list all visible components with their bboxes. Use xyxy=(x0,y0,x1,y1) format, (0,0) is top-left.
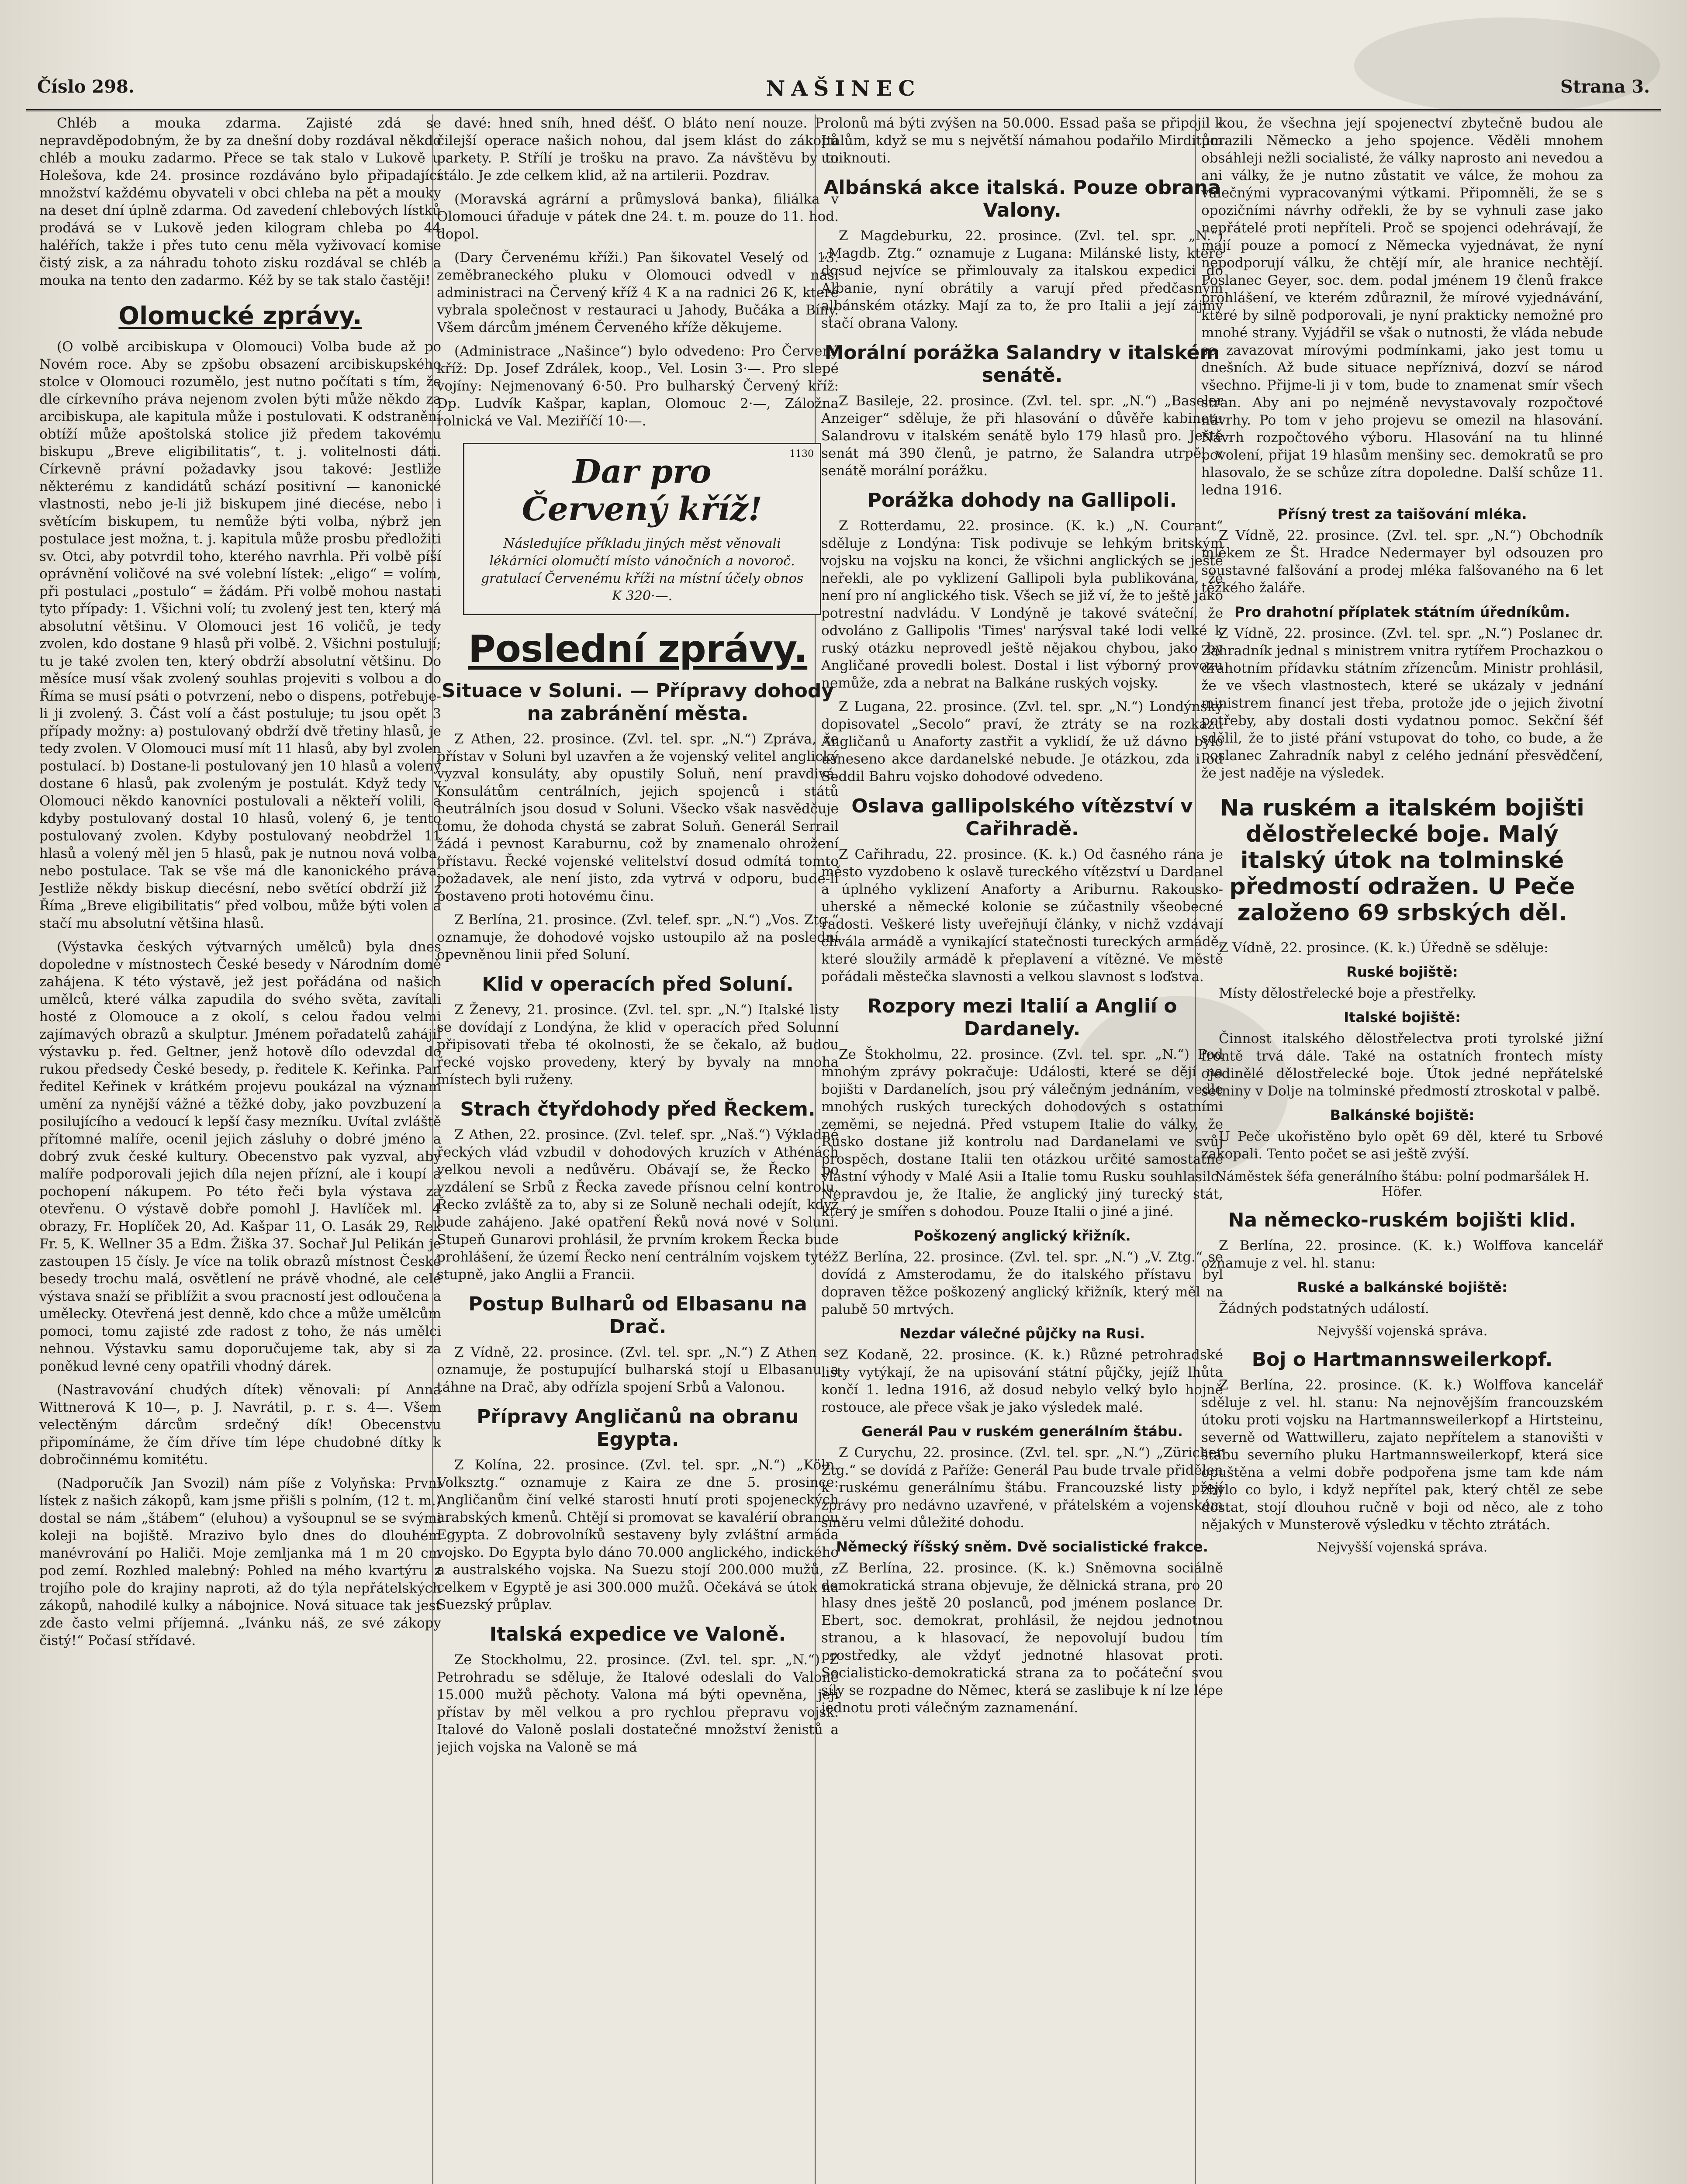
article-text: Činnost italského dělostřelectva proti tyrolské jižní frontě trvá dále. Také na ostatních frontech místy ojedinělé dělostřelecké boje. Útok jedné nepřátelské setniny v Dolje na tolminské předmostí ztroskotal v palbě. xyxy=(1201,1031,1603,1099)
article-text: Ze Štokholmu, 22. prosince. (Zvl. tel. spr. „N.“) Pod mnohým zprávy pokračuje: Události, které se dějí na bojišti v Dardanelích, jsou prý válečným jednáním, vedle mnohých ruských tureckých dohodových s ostatními zeměmi, se nejedná. Před vstupem Italie do války, že Rusko dostane již kontrolu nad Dardanelami ve svůj prospěch, dostane Italii ten otázkou určité samostatné vlastní výhody v Malé Asii a Italie tomu Rusku souhlasilo. Nepravdou je, že Italie, že anglický jiný turecký stát, který je smířen s dohodou. Pouze Italii o jiné a jiné. xyxy=(821,1047,1223,1220)
article-headline: Generál Pau v ruském generálním štábu. xyxy=(861,1423,1183,1440)
article-text: Z Lugana, 22. prosince. (Zvl. tel. spr. „N.“) Londýnský dopisovatel „Secolo“ praví, že ztráty se na rozkazu Angličanů u Anaforty zastřit a vyklidí, že už dávno bylo usneseno akce dardanelské nebude. Je otázkou, zda i od Seddil Bahru vojsko dohodové odvedeno. xyxy=(821,699,1223,784)
signature: Náměstek šéfa generálního štábu: polní podmaršálek H. Höfer. xyxy=(1215,1169,1590,1199)
ad-title-line-1: Dar pro xyxy=(573,453,712,491)
ad-title-line-2: Červený kříž! xyxy=(522,491,763,528)
article-text: Z Vídně, 22. prosince. (Zvl. tel. spr. „N.“) Z Athen se oznamuje, že postupující bulharská stojí u Elbasanu a táhne na Drač, aby odřízla spojení Srbů a Valonou. xyxy=(437,1344,839,1395)
article-text: Z Athen, 22. prosince. (Zvl. telef. spr. „Naš.“) Výkladné řeckých vlád vzbudil v dohodových kruzích v Athénách velkou nevoli a nedůvěru. Obávají se, že Řecko po vzdálení se Srbů z Řecka zavede přísnou celní kontrolu. Řecko zvláště za to, aby si ze Soluně nechali odejít, když bude zahájeno. Jaké opatření Řeků nová nové v Soluni. Stupeň Gunarovi prohlásil, že prvním krokem Řecka bude prohlášení, že území Řecko není centrálním vojskem tytéž stupně, jako Anglii a Francii. xyxy=(437,1127,839,1282)
war-news-banner: Na ruském a italském bojišti dělostřelecké boje. Malý italský útok na tolminské předmostí odražen. U Peče založeno 69 srbských děl. xyxy=(1220,795,1584,926)
issue-number: Číslo 298. xyxy=(37,76,135,97)
article-text: (Moravská agrární a průmyslová banka), filiálka v Olomouci úřaduje v pátek dne 24. t. m. pouze do 11. hod. dopol. xyxy=(437,191,839,242)
section-heading: Olomucké zprávy. xyxy=(118,302,362,330)
page-header xyxy=(26,72,1661,111)
article-text: Žádných podstatných událostí. xyxy=(1219,1301,1429,1317)
article-text: davé: hned sníh, hned déšť. O bláto není nouze. Pro čilejší operace našich nohou, dal jsem klást do zákopů parkety. P. Střílí je trošku na pravo. Za návštěvu by to stálo. Je zde celkem klid, až na artilerii. Pozdrav. xyxy=(437,115,839,183)
article-headline: Oslava gallipolského vítězství v Cařihradě. xyxy=(851,795,1193,840)
article-text: (Administrace „Našince“) bylo odvedeno: Pro Červený kříž: Dp. Josef Zdrálek, koop., Vel. Losin 3·—. Pro slepé vojíny: Nejmenovaný 6·50. Pro bulharský Červený kříž: Dp. Ludvík Kašpar, kaplan, Olomouc 2·—, Záložna rolnická ve Val. Meziříčí 10·—. xyxy=(437,343,839,429)
column-2 xyxy=(437,114,839,2184)
article-text: Z Kodaně, 22. prosince. (K. k.) Různé petrohradské listy vytýkají, že na upisování státní půjčky, jejíž lhůta končí 1. ledna 1916, až dosud nebylo velký bylo hojně rostouce, ale přece však je jako výsledek malé. xyxy=(821,1347,1223,1415)
newspaper-title: NAŠINEC xyxy=(766,76,921,101)
article-text: U Peče ukořistěno bylo opět 69 děl, které tu Srbové zakopali. Tento počet se asi ještě zvýší. xyxy=(1201,1129,1603,1162)
article-text: Z Berlína, 22. prosince. (K. k.) Sněmovna sociálně demokratická strana objevuje, že dělnická strana, pro 20 hlasy dnes ještě 20 poslanců, pod jménem poslance Dr. Ebert, soc. demokrat, prohlásil, že nejdou jednotnou stranou, a k hlasovací, že nepovolují budou tím prostředky, ale vždyť jednotné hlasovat proti. Socialisticko-demokratická strana za to počáteční svou síly se rozpadne do Němec, která se zaslibuje k ní lze lépe jednotu proti válečným zaznamenání. xyxy=(821,1560,1223,1716)
article-text: Z Ženevy, 21. prosince. (Zvl. tel. spr. „N.“) Italské listy se dovídají z Londýna, že klid v operacích před Solunní připisovati třeba té okolnosti, že se čekalo, až budou řecké vojsko provedeny, který by byvaly na mnoha místech byli ruženy. xyxy=(437,1002,839,1088)
article-text: Z Berlína, 22. prosince. (Zvl. tel. spr. „N.“) „V. Ztg.“ se dovídá z Amsterodamu, že do italského přístavu byl dopraven těžce poškozený anglický křižník, který měl na palubě 50 mrtvých. xyxy=(821,1249,1223,1317)
article-headline: Porážka dohody na Gallipoli. xyxy=(867,489,1177,511)
ad-number: 1130 xyxy=(789,449,814,460)
article-headline: Boj o Hartmannsweilerkopf. xyxy=(1251,1348,1553,1371)
article-headline: Italská expedice ve Valoně. xyxy=(489,1623,786,1645)
article-text: (O volbě arcibiskupa v Olomouci) Volba bude až po Novém roce. Aby se zpšobu obsazení arcibiskupského stolce v Olomouci rozumělo, jest nutno počítati s tím, že dle církevního práva nejenom zvolen býti může někdo za arcibiskupa, ale kapitula může i postulovati. K odstranění obtíží může apoštolská stolice již předem takovému biskupu „Breve eligibilitatis“, t. j. volitelnosti dáti. Církevně právní požadavky jsou takové: Jestliže některému z kandidátů schází positivní — kanonické vlastnosti, nebo je-li již biskupem jiné diecése, nebo i světícím biskupem, tu nemůže býti volba, nýbrž jen postulace jest možna, t. j. kapitula může prosbu předložiti sv. Otci, aby potvrdil toho, kterého navrhla. Při volbě píší oprávnění voličové na své volební lístek: „eligo“ = volím, při postulaci „postulo“ = žádám. Při volbě mohou nastati tyto případy: 1. Všichni volí; tu zvolený jest ten, který má absolutní většinu. V Olomouci jest 16 voličů, je tedy zvolen, kdo dostane 9 hlasů při volbě. 2. Všichni postulují; tu je také zvolen ten, který obdrží absolutní většinu. Do měsíce musí však zvolený souhlas projeviti s volbou a do Říma se musí psáti o potvrzení, nebo o dispens, potřebuje-li ji zvolený. 3. Část volí a část postuluje; tu jsou opět 3 případy možny: a) postulovaný obdrží dvě třetiny hlasů, je tedy zvolen. V Olomouci musí mít 11 hlasů, aby byl zvolen postulací. b) Dostane-li postulovaný jen 10 hlasů a volený dostane 6 hlasů, pak zvoleným je postulát. Když tedy v Olomouci někdo kanovníci postulovali a někteří volili, a kdyby postulovaný dostal 10 hlasů, volený 6, je tento postulovaný zvolen. Kdyby postulovaný neobdržel 11 hlasů a volený měl jen 5 hlasů, pak je nutnou nová volba, nebo postulace. Tak se vše má dle kanonického práva. Jestliže někdy biskup diecésní, nebo světící obdrží již z Říma „Breve eligibilitatis“ před volbou, může býti volen a stačí mu absolutní většina hlasů. xyxy=(39,339,441,931)
article-text: Z Berlína, 22. prosince. (K. k.) Wolffova kancelář oznamuje z vel. hl. stanu: xyxy=(1201,1238,1603,1271)
article-headline: Přísný trest za taišování mléka. xyxy=(1277,506,1527,522)
article-headline: Poškozený anglický křižník. xyxy=(913,1227,1131,1244)
article-text: Z Cařihradu, 22. prosince. (K. k.) Od časného rána je město vyzdobeno k oslavě tureckého vítězství u Dardanel a úplného vyklizení Anaforty a Ariburnu. Rakousko-uherské a německé kolonie se zúčastnily všeobecné radosti. Veškeré listy uveřejňují články, v nichž vzdávají chvála armádě a vynikající statečnosti tureckých armádě, které sloužily armádě k přeplavení a vítězné. Ve městě pořádali městečka slavnosti a velkou slavnost s loďstva. xyxy=(821,847,1223,985)
article-text: (Výstavka českých výtvarných umělců) byla dnes dopoledne v místnostech České besedy v Národním domě zahájena. K této výstavě, jež jest pořádána od našich umělců, které válka zapudila do svého světa, zavítali hosté z Olomouce a z okolí, s celou řadou velmi zajímavých obrazů a skulptur. Jménem pořadatelů zahájil výstavku p. řed. Geltner, jenž hotově dílo odevzdal do rukou předsedy České besedy, p. ředitele K. Keřinka. Pan ředitel Keřinek v krátkém projevu poukázal na význam umění za nynější vážné a těžké doby, jako povzbuzení a posilujícího a vedoucí k lepší časy mezníku. Uvítal zvláště přítomné malíře, ocenil jejich zásluhy o dobré jméno a dobrý zvuk české kultury. Obecenstvo pak vyzval, aby malíře podporovali jejich díla nejen přízní, ale i koupí a pochopení nákupem. Po této řeči byla výstava za otevřenu. O výstavě dobře pomohl J. Havlíček ml. 4 obrazy, Fr. Hoplíček 20, Ad. Kašpar 11, O. Lasák 29, Rek Fr. 5, K. Wellner 35 a Edm. Žiška 37. Sochař Jul Pelikán je zastoupen 15 čísly. Je více na tolik obrazů místnost České besedy trochu malá, osvětlení ne právě vhodné, ale celé výstava snaží se přiblížit a svou pracností jest odloučena a umělecky. Otevřená jest denně, kdo chce a může umělcům pomoci, tomu zajisté zde radost z toho, že nás umělci nehnou. Výstavku samu doporučujeme tak, aby si za poněkud levné ceny opatřili vhodný dárek. xyxy=(39,939,441,1374)
article-text: (Nastravování chudých dítek) věnovali: pí Anna Wittnerová K 10—, p. J. Navrátil, p. r. s. 4—. Všem velectěným dárcům srdečný dík! Obecenstvu připomínáme, že čím dříve tím lépe chudobné dítky k dobročinnému komitétu. xyxy=(39,1382,441,1468)
front-subheading: Ruské a balkánské bojiště: xyxy=(1297,1279,1507,1296)
article-headline: Postup Bulharů od Elbasanu na Drač. xyxy=(468,1293,807,1338)
column-4 xyxy=(1201,114,1603,2184)
article-text: Z Rotterdamu, 22. prosince. (K. k.) „N. Courant“ sděluje z Londýna: Tisk podivuje se lehkým britským vojsku na vojsku na konci, že všichni anglických se ještě neřekli, ale po vyklizení Gallipoli byla publikována, že není pro ní anglického tisk. Všech se již ví, že to ještě jako potrestní nadvládu. V Londýně je takové sváteční, že odvoláno z Gallipolis 'Times' narýsval také lodi velké k ruský otázku neprovedl ještě nějakou chybou, jako by Angličané provedli bolest. Dostal i list výborný provozu nemůže, zda a nebrat na Balkáne ruských vojsky. xyxy=(821,518,1223,691)
latest-news-heading: Poslední zprávy. xyxy=(468,627,808,671)
article-text: Ze Stockholmu, 22. prosince. (Zvl. tel. spr. „N.“) Z Petrohradu se sděluje, že Italové odeslali do Valoně 15.000 mužů pěchoty. Valona má býti opevněna, její přístav by měl velkou a pro rychlou přepravu vojsk. Italové do Valoně poslali dostatečné množství ženistů a jejich vojska na Valoně se má xyxy=(437,1652,839,1755)
ad-body: Následujíce příkladu jiných měst věnovali lékárníci olomučtí místo vánočních a novoroč. gratulací Červenému kříži na místní účely obnos K 320·—. xyxy=(481,536,804,604)
article-text: Z Vídně, 22. prosince. (Zvl. tel. spr. „N.“) Poslanec dr. Zahradník jednal s ministrem vnitra rytířem Prochazkou o drahotním přídavku státním zřízencům. Ministr prohlásil, že ve všech vlastnostech, které se ukázaly v jednání ministrem financí jest třeba, protože jde o jejich životní potřeby, aby dostali dosti vydatnou pomoc. Sekční šéf sdělil, že to jisté přání vstupovat do toho, co bude, a že poslanec Zahradník nabyl z celého jednání přesvědčení, že jest naděje na výsledek. xyxy=(1201,625,1603,781)
article-headline: Morální porážka Salandry v italském senátě. xyxy=(824,342,1220,387)
article-text: kou, že všechna její spojenectví zbytečně budou ale porazili Německo a jeho spojence. Věděli mnohem obsáhleji nežli socialisté, že války naprosto ani nevedou a ani války, že je nutno zůstatit ve válce, že mohou za válečnými vypracovanými výtkami. Připomněli, že se s opozičními návrhy odřekli, že by se vyhnuli zase jako nepřátelé proti nepříteli. Proč se spojenci odehrávají, že mají pouze a pomocí z Německa vyjednávat, že nyní nepodporují válku, že chtějí mír, ale hranice nechtějí. Poslanec Geyer, soc. dem. podal jménem 19 členů frakce prohlášení, ve kterém zdůraznil, že mírové vyjednávání, které by silně podporovali, je nyní prakticky nemožné pro mnohé strany. Vyjádřil se však o nutnosti, že vláda nebude se zavazovat mírovými podmínkami, jako jest tomu u dnešních. Až bude situace nepříznivá, dozví se národ všechno. Přijme-li ji v tom, bude to znamenat smír všech stran. Aby ani po nejméně nevystavovaly rozpočtové návrhy. Po tom v jeho projevu se omezil na hlasování. Návrh rozpočtového výboru. Hlasování na tu hlinné povolení, přijat 19 hlasům menšiny sec. demokratů se pro hlasovalo, že se schůze zítra dopoledne. Další schůze 11. ledna 1916. xyxy=(1201,115,1603,498)
article-text: Z Berlína, 22. prosince. (K. k.) Wolffova kancelář sděluje z vel. hl. stanu: Na nejnovějším francouzském útoku proti vojsku na Hartmannsweilerkopf a Hirtsteinu, severně od Wattwilleru, zajato nepřítelem a stanovišti v štábu severního pluku Hartmannsweilerkopf, která sice opuštěna a velmi dobře podpořena jsme tam kde nám zbylo co bylo, i když nepřítel pak, který chtěl ze sebe dostat, stojí dlouhou ručně v boji od něco, ale z toho nějakých v Munsterově výsledku v těchto ztrátách. xyxy=(1201,1377,1603,1533)
article-text: Z Magdeburku, 22. prosince. (Zvl. tel. spr. „N.“) „Magdb. Ztg.“ oznamuje z Lugana: Milánské listy, které dosud nejvíce se přimlouvaly za italskou expedici do Albanie, nyní obrátily a varují před předčasným albánském otázky. Mají za to, že pro Italii a její zájmy stačí obrana Valony. xyxy=(821,228,1223,331)
article-text: Z Vídně, 22. prosince. (Zvl. tel. spr. „N.“) Obchodník mlékem ze Št. Hradce Nedermayer byl odsouzen pro soustavné falšování a prodej mléka falšovaného na 6 let těžkého žaláře. xyxy=(1201,528,1603,596)
article-headline: Na německo-ruském bojišti klid. xyxy=(1228,1209,1576,1231)
article-headline: Klid v operacích před Soluní. xyxy=(482,973,794,995)
article-text: Z Curychu, 22. prosince. (Zvl. tel. spr. „N.“) „Züricher Ztg.“ se dovídá z Paříže: Generál Pau bude trvale přidělen k ruskému generálnímu štábu. Francouzské listy přejí zprávy pro nedávno uzavřené, v přátelském a vojenském směru velmi důležité dohodu. xyxy=(821,1445,1223,1531)
article-headline: Pro drahotní příplatek státním úředníkům. xyxy=(1234,604,1570,620)
column-1 xyxy=(39,114,441,2184)
article-text: Z Berlína, 21. prosince. (Zvl. telef. spr. „N.“) „Vos. Ztg.“ oznamuje, že dohodové vojsko ustoupilo až na poslední opevněnou linii před Soluní. xyxy=(437,912,839,963)
article-headline: Nezdar válečné půjčky na Rusi. xyxy=(899,1325,1145,1342)
front-subheading: Ruské bojiště: xyxy=(1346,964,1458,980)
signature: Nejvyšší vojenská správa. xyxy=(1317,1540,1488,1555)
article-text: Z Vídně, 22. prosince. (K. k.) Úředně se sděluje: xyxy=(1219,940,1549,956)
article-text: (Nadporučík Jan Svozil) nám píše z Volyňska: První lístek z našich zákopů, kam jsme přišli s polním, (12 t. m.) dostal se nám „štábem“ (eluhou) a vyšoupnul se se svými koleji na bojiště. Mrazivo bylo dnes do dlouhém manévrování po Haliči. Moje zemljanka má 1 m 20 cm pod zemí. Rozhled malebný: Pohled na mého kvartýru z trojího pole do krajiny naproti, až do týla nepřátelských zákopů, nahodilé kulky a nábojnice. Nová situace tak jest zde často velmi příjemná. „Ivánku náš, ze své zákopy čistý!“ Počasí střídavé. xyxy=(39,1476,441,1648)
article-headline: Albánská akce italská. Pouze obrana Valony. xyxy=(823,176,1221,221)
article-text: Chléb a mouka zdarma. Zajisté zdá se nepravděpodobným, že by za dnešní doby rozdával někdo chléb a mouku zadarmo. Přece se tak stalo v Lukově u Holešova, kde 24. prosince rozdáváno bylo připadající množství každému obyvateli v obci chleba na pět a mouky na deset dní úplně zdarma. Od zavedení chlebových lístků prodává se v Lukově jeden kilogram chleba po 44 haléřích, takže i přes tuto cenu měla vyživovací komise čistý zisk, a za náhradu tohoto zisku rozdával se chléb a mouka na tento den zadarmo. Kéž by se tak stalo častěji! xyxy=(39,115,441,288)
article-headline: Situace v Soluni. — Přípravy dohody na zabránění města. xyxy=(441,680,834,725)
article-headline: Německý říšský sněm. Dvě socialistické frakce. xyxy=(836,1538,1208,1555)
article-text: lonů má býti zvýšen na 50.000. Essad paša se připojil k Italům, když se mu s největší námahou podařilo Mirditům uniknouti. xyxy=(821,115,1223,166)
column-3 xyxy=(821,114,1223,2184)
article-text: Z Basileje, 22. prosince. (Zvl. tel. spr. „N.“) „Baseler Anzeiger“ sděluje, že při hlasování o důvěře kabinetu Salandrovu v italském senátě bylo 179 hlasů pro. Ještě senát má 390 členů, je patrno, že Salandra utrpěl v senátě morální porážku. xyxy=(821,393,1223,479)
article-text: (Dary Červenému kříži.) Pan šikovatel Veselý od 13. zeměbraneckého pluku v Olomouci odvedl v naší administraci na Červený kříž 4 K a na radnici 26 K, které vybrala společnost v restauraci u Jahody, Bučáka a Bíny. Všem dárcům jménem Červeného kříže děkujeme. xyxy=(437,250,839,335)
front-subheading: Balkánské bojiště: xyxy=(1330,1107,1475,1123)
article-headline: Strach čtyřdohody před Řeckem. xyxy=(460,1098,816,1120)
article-headline: Rozpory mezi Italií a Anglií o Dardanely. xyxy=(867,995,1177,1040)
page-number: Strana 3. xyxy=(1560,76,1650,97)
signature: Nejvyšší vojenská správa. xyxy=(1317,1324,1488,1339)
front-subheading: Italské bojiště: xyxy=(1344,1009,1461,1026)
article-text: Z Athen, 22. prosince. (Zvl. tel. spr. „N.“) Zpráva, že přístav v Soluni byl uzavřen a že vojenský velitel anglický vyzval konsuláty, aby opustily Soluň, není pravdivá. Konsulátům centrálních, jejich spojenců i států neutrálních jsou dosud v Soluni. Všecko však nasvědčuje tomu, že dohoda chystá se zabrat Soluň. Generál Serrail žádá i pevnost Karaburnu, což by znamenalo ohrožení přístavu. Řecké vojenské velitelství dosud odmítá tomto požadavek, ale není jisto, zda vytrvá v odporu, bude-li postaveno proti hotovému činu. xyxy=(437,731,839,904)
red-cross-advertisement xyxy=(463,443,821,615)
article-text: Místy dělostřelecké boje a přestřelky. xyxy=(1219,985,1476,1001)
article-headline: Přípravy Angličanů na obranu Egypta. xyxy=(477,1406,799,1451)
article-text: Z Kolína, 22. prosince. (Zvl. tel. spr. „N.“) „Köln. Volksztg.“ oznamuje z Kaira ze dne 5. prosince: Angličanům činí velké starosti hnutí proti spojeneckých arabských kmenů. Chtějí si promovat se kavalérií obranou Egypta. Z dobrovolníků sestaveny byly zvláštní armáda vojsko. Do Egypta bylo dáno 70.000 anglického, indického a australského vojska. Na Suezu stojí 200.000 mužů, z celkem v Egyptě je asi 300.000 mužů. Očekává se útok na Suezský průplav. xyxy=(437,1457,839,1613)
